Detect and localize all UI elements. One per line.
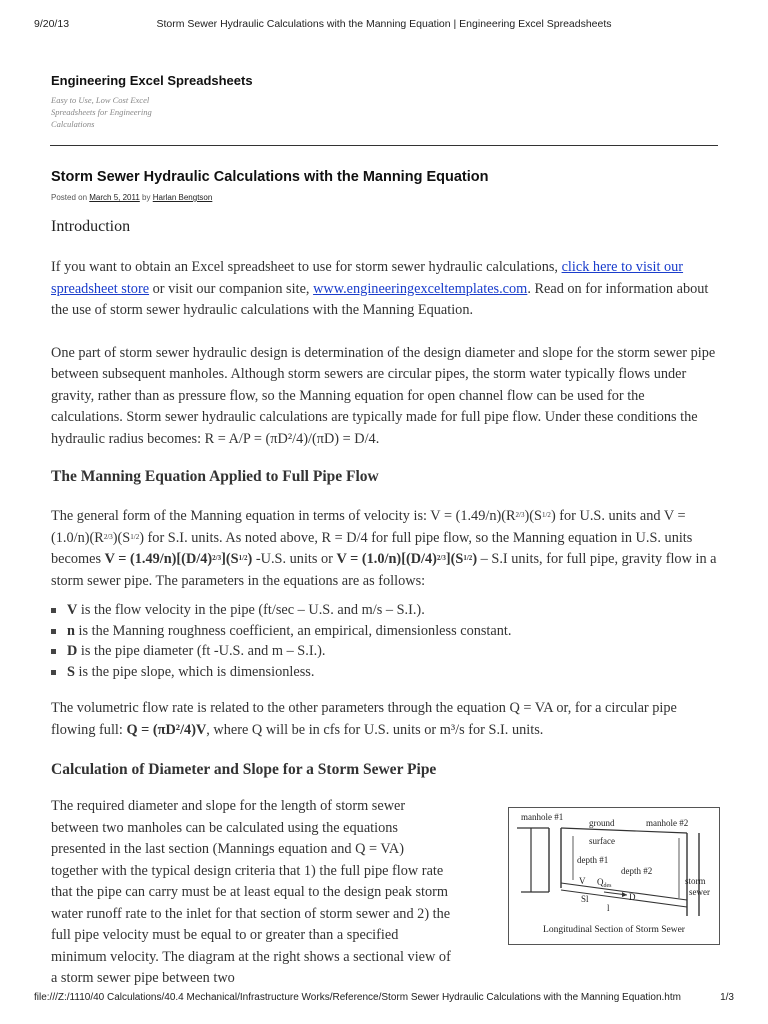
flow-text: The volumetric flow rate is related to the other parameters through the equation Q = VA or, for a circular pipe flowing full:	[51, 700, 677, 738]
surface-label: surface	[589, 836, 615, 846]
param-text: is the Manning roughness coefficient, an empirical, dimensionless constant.	[74, 622, 512, 639]
intro-paragraph	[51, 257, 717, 322]
pipe-bottom	[561, 890, 687, 907]
author-link[interactable]: Harlan Bengtson	[152, 193, 213, 202]
diameter-label: D	[629, 892, 636, 902]
exponent: 1/2	[238, 554, 248, 562]
calculation-heading: Calculation of Diameter and Slope for a Storm Sewer Pipe	[51, 761, 437, 778]
equation-text: V = (1.49/n)[(D/4)	[104, 551, 213, 567]
us-equation	[105, 551, 253, 567]
exponent: 1/2	[541, 511, 551, 519]
manning-text: The general form of the Manning equation in terms of velocity is: V = (1.49/n)(R	[51, 508, 516, 524]
si-equation	[337, 551, 478, 567]
exponent: 2/3	[436, 554, 446, 562]
equation-text: V = (1.0/n)[(D/4)	[336, 551, 437, 567]
param-text: is the pipe diameter (ft -U.S. and m – S.I.).	[77, 643, 326, 659]
flow-equation: Q = (πD²/4)V	[126, 721, 207, 738]
manning-text: – S.I units, for full pipe, gravity flow in a storm sewer pipe. The parameters in the equations are as follows:	[51, 551, 717, 589]
diagram-caption: Longitudinal Section of Storm Sewer	[543, 925, 685, 935]
param-text: is the pipe slope, which is dimensionless.	[74, 663, 315, 680]
equation-text: ](S	[221, 551, 239, 567]
ground-line	[517, 828, 687, 833]
manhole-2-label: manhole #2	[646, 818, 689, 828]
manning-paragraph	[51, 506, 717, 592]
manning-text: )(S	[112, 529, 131, 546]
list-item	[51, 621, 717, 642]
depth-2-label: depth #2	[621, 866, 653, 876]
storm-label: storm	[685, 876, 706, 886]
manning-text: -U.S. units or	[252, 551, 337, 567]
list-item	[51, 641, 717, 662]
exponent: 1/2	[463, 554, 473, 562]
param-symbol: S	[67, 663, 75, 680]
site-tagline: Easy to Use, Low Cost Excel Spreadsheets for Engineering Calculations	[51, 95, 152, 129]
velocity-label: V	[579, 876, 586, 886]
spreadsheet-store-link[interactable]: click here to visit our spreadsheet store	[51, 259, 684, 297]
print-file-path: file:///Z:/1110/40 Calculations/40.4 Mechanical/Infrastructure Works/Reference/Storm Sewer Hydraulic Calculations with the Manning Equation.htm	[34, 992, 681, 1003]
manning-text: )(S	[524, 508, 542, 524]
post-title: Storm Sewer Hydraulic Calculations with the Manning Equation	[51, 169, 489, 185]
manning-text: ) for U.S. units and V = (1.0/n)(R	[51, 508, 686, 546]
param-text: is the flow velocity in the pipe (ft/sec – U.S. and m/s – S.I.).	[77, 602, 425, 618]
equation-text: ](S	[445, 551, 464, 567]
manning-text: ) for S.I. units. As noted above, R = D/4 for full pipe flow, so the Manning equation in U.S. units becomes	[51, 529, 693, 567]
ground-label: ground	[589, 818, 615, 828]
flow-subscript: des	[603, 883, 612, 889]
print-date: 9/20/13	[34, 18, 70, 30]
manning-heading: The Manning Equation Applied to Full Pipe Flow	[51, 468, 379, 485]
parameter-list	[51, 600, 717, 682]
intro-text-3: . Read on for information about the use of storm sewer hydraulic calculations with the Manning Equation.	[51, 280, 709, 318]
param-symbol: D	[67, 643, 78, 659]
flow-paragraph	[51, 698, 717, 741]
exponent: 1/2	[130, 532, 140, 541]
sewer-label: sewer	[689, 887, 710, 897]
list-item	[51, 662, 717, 683]
design-paragraph: One part of storm sewer hydraulic design is determination of the design diameter and slope for the storm sewer pipe between subsequent manholes. Although storm sewers are circular pipes, the storm water typically flows under gravity, rather than as pressure flow, so the Manning equation for open channel flow can be used for the calculations. Storm sewer hydraulic calculations are typically made for full pipe flow. Under these conditions the hydraulic radius becomes: R = A/P = (πD²/4)/(πD) = D/4.	[51, 344, 716, 447]
print-page-title: Storm Sewer Hydraulic Calculations with the Manning Equation | Engineering Excel Spreadsheets	[156, 18, 612, 30]
bullet-icon	[51, 629, 56, 634]
flow-text: , where Q will be in cfs for U.S. units or m³/s for S.I. units.	[206, 721, 544, 738]
storm-sewer-diagram	[508, 807, 720, 945]
intro-text-2: or visit our companion site,	[149, 280, 314, 297]
param-symbol: V	[67, 602, 78, 618]
exponent: 2/3	[103, 532, 113, 541]
print-page-number: 1/3	[720, 992, 734, 1003]
bullet-icon	[51, 649, 56, 654]
equation-text: )	[472, 551, 478, 567]
diagram-svg	[509, 808, 719, 944]
flow-symbol: Q	[597, 877, 604, 887]
bullet-icon	[51, 608, 56, 613]
exponent: 2/3	[515, 511, 525, 519]
manhole-1-label: manhole #1	[521, 812, 564, 822]
exponent: 2/3	[212, 554, 222, 562]
calculation-paragraph: The required diameter and slope for the length of storm sewer between two manholes can be calculated using the equations presented in the last section (Mannings equation and Q = VA) together with the typical design criteria that 1) the full pipe flow rate that the pipe can carry must be at least equal to the design peak storm water runoff rate to the inlet for that section of storm sewer and 2) the full pipe velocity must be equal to or greater than a specified minimum velocity. The diagram at the right shows a sectional view of a storm sewer pipe between two	[51, 798, 451, 986]
by-label: by	[142, 193, 151, 202]
param-symbol: n	[67, 622, 75, 639]
length-label: l	[607, 903, 610, 913]
intro-text-1: If you want to obtain an Excel spreadsheet to use for storm sewer hydraulic calculations,	[51, 259, 562, 275]
companion-site-link[interactable]: www.engineeringexceltemplates.com	[313, 280, 528, 297]
bullet-icon	[51, 670, 56, 675]
slope-label: Sl	[581, 894, 589, 904]
post-meta	[51, 193, 212, 202]
header-divider	[50, 145, 718, 146]
site-title-link[interactable]: Engineering Excel Spreadsheets	[51, 73, 253, 88]
post-date-link[interactable]: March 5, 2011	[89, 193, 140, 202]
equation-text: )	[247, 551, 253, 567]
posted-on-label: Posted on	[51, 193, 88, 202]
flow-label	[597, 877, 612, 889]
introduction-heading: Introduction	[51, 218, 131, 235]
list-item	[51, 600, 717, 621]
depth-1-label: depth #1	[577, 855, 609, 865]
